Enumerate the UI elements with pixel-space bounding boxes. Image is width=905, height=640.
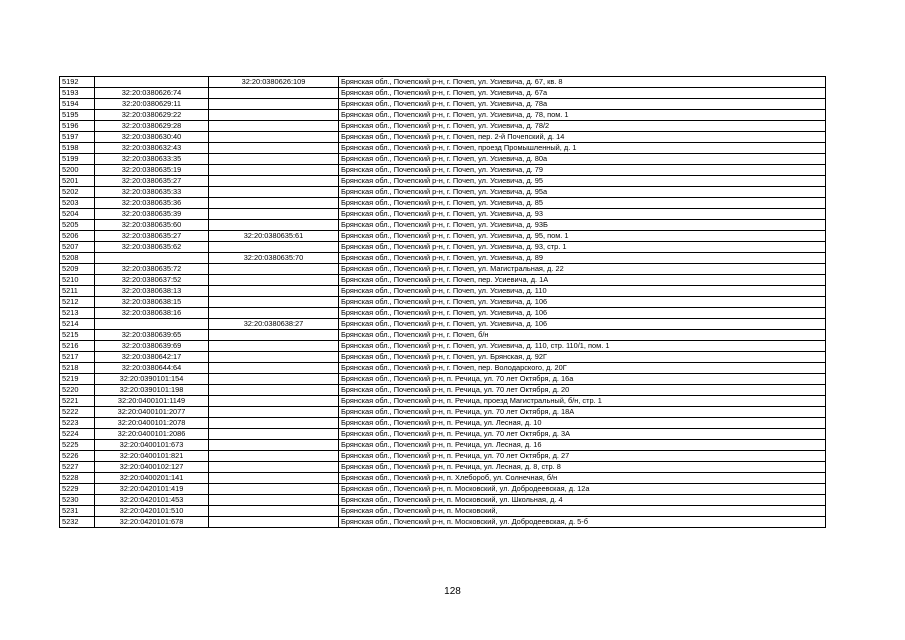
object-cadastral-number-cell: 32:20:0380638:27	[209, 319, 339, 330]
object-cadastral-number-cell	[209, 506, 339, 517]
address-cell: Брянская обл., Почепский р-н, г. Почеп, ул. Усиевича, д. 95, пом. 1	[339, 231, 826, 242]
cadastral-number-cell: 32:20:0380635:72	[95, 264, 209, 275]
table-row	[60, 286, 826, 297]
table-row	[60, 198, 826, 209]
row-number-cell: 5224	[60, 429, 95, 440]
cadastral-number-cell	[95, 253, 209, 264]
row-number-cell: 5214	[60, 319, 95, 330]
row-number-cell: 5215	[60, 330, 95, 341]
address-cell: Брянская обл., Почепский р-н, п. Речица, ул. 70 лет Октября, д. 20	[339, 385, 826, 396]
table-row	[60, 110, 826, 121]
object-cadastral-number-cell	[209, 495, 339, 506]
table-row	[60, 275, 826, 286]
row-number-cell: 5210	[60, 275, 95, 286]
cadastral-number-cell: 32:20:0380638:13	[95, 286, 209, 297]
object-cadastral-number-cell	[209, 165, 339, 176]
row-number-cell: 5196	[60, 121, 95, 132]
address-cell: Брянская обл., Почепский р-н, г. Почеп, пер. Усиевича, д. 1А	[339, 275, 826, 286]
table-row	[60, 297, 826, 308]
table-row	[60, 385, 826, 396]
row-number-cell: 5202	[60, 187, 95, 198]
cadastral-number-cell: 32:20:0420101:419	[95, 484, 209, 495]
row-number-cell: 5213	[60, 308, 95, 319]
address-cell: Брянская обл., Почепский р-н, г. Почеп, ул. Усиевича, д. 78, пом. 1	[339, 110, 826, 121]
cadastral-number-cell	[95, 319, 209, 330]
row-number-cell: 5227	[60, 462, 95, 473]
object-cadastral-number-cell	[209, 198, 339, 209]
object-cadastral-number-cell	[209, 385, 339, 396]
table-row	[60, 99, 826, 110]
row-number-cell: 5217	[60, 352, 95, 363]
row-number-cell: 5223	[60, 418, 95, 429]
address-cell: Брянская обл., Почепский р-н, г. Почеп, ул. Усиевича, д. 110, стр. 110/1, пом. 1	[339, 341, 826, 352]
table-row	[60, 88, 826, 99]
table-row	[60, 154, 826, 165]
object-cadastral-number-cell	[209, 484, 339, 495]
address-cell: Брянская обл., Почепский р-н, п. Речица, ул. Лесная, д. 16	[339, 440, 826, 451]
table-row	[60, 363, 826, 374]
cadastral-number-cell: 32:20:0380638:16	[95, 308, 209, 319]
cadastral-number-cell: 32:20:0380642:17	[95, 352, 209, 363]
cadastral-number-cell: 32:20:0400101:2078	[95, 418, 209, 429]
object-cadastral-number-cell	[209, 275, 339, 286]
address-cell: Брянская обл., Почепский р-н, п. Речица, ул. 70 лет Октября, д. 3А	[339, 429, 826, 440]
address-cell: Брянская обл., Почепский р-н, п. Хлебороб, ул. Солнечная, б/н	[339, 473, 826, 484]
object-cadastral-number-cell	[209, 429, 339, 440]
object-cadastral-number-cell	[209, 286, 339, 297]
object-cadastral-number-cell: 32:20:0380626:109	[209, 77, 339, 88]
cadastral-number-cell: 32:20:0420101:510	[95, 506, 209, 517]
address-cell: Брянская обл., Почепский р-н, п. Речица, ул. 70 лет Октября, д. 18А	[339, 407, 826, 418]
table-row	[60, 506, 826, 517]
address-cell: Брянская обл., Почепский р-н, п. Речица, ул. Лесная, д. 10	[339, 418, 826, 429]
table-row	[60, 187, 826, 198]
cadastral-number-cell: 32:20:0400201:141	[95, 473, 209, 484]
object-cadastral-number-cell	[209, 440, 339, 451]
row-number-cell: 5220	[60, 385, 95, 396]
cadastral-number-cell: 32:20:0380629:22	[95, 110, 209, 121]
table-row	[60, 121, 826, 132]
address-cell: Брянская обл., Почепский р-н, г. Почеп, ул. Усиевича, д. 93Б	[339, 220, 826, 231]
row-number-cell: 5193	[60, 88, 95, 99]
row-number-cell: 5229	[60, 484, 95, 495]
object-cadastral-number-cell	[209, 451, 339, 462]
row-number-cell: 5218	[60, 363, 95, 374]
object-cadastral-number-cell	[209, 330, 339, 341]
row-number-cell: 5222	[60, 407, 95, 418]
object-cadastral-number-cell	[209, 242, 339, 253]
table-row	[60, 341, 826, 352]
row-number-cell: 5230	[60, 495, 95, 506]
cadastral-number-cell: 32:20:0420101:678	[95, 517, 209, 528]
address-cell: Брянская обл., Почепский р-н, г. Почеп, ул. Усиевича, д. 95	[339, 176, 826, 187]
cadastral-number-cell: 32:20:0400101:1149	[95, 396, 209, 407]
address-cell: Брянская обл., Почепский р-н, г. Почеп, ул. Усиевича, д. 95а	[339, 187, 826, 198]
page-number: 128	[444, 586, 461, 597]
cadastral-number-cell: 32:20:0380637:52	[95, 275, 209, 286]
table-row	[60, 451, 826, 462]
cadastral-number-cell: 32:20:0380635:27	[95, 176, 209, 187]
object-cadastral-number-cell	[209, 264, 339, 275]
table-row	[60, 517, 826, 528]
cadastral-number-cell: 32:20:0380626:74	[95, 88, 209, 99]
address-cell: Брянская обл., Почепский р-н, г. Почеп, ул. Магистральная, д. 22	[339, 264, 826, 275]
table-row	[60, 374, 826, 385]
row-number-cell: 5198	[60, 143, 95, 154]
row-number-cell: 5205	[60, 220, 95, 231]
cadastral-number-cell: 32:20:0380635:60	[95, 220, 209, 231]
row-number-cell: 5197	[60, 132, 95, 143]
table-row	[60, 220, 826, 231]
row-number-cell: 5221	[60, 396, 95, 407]
cadastral-number-cell: 32:20:0380633:35	[95, 154, 209, 165]
cadastral-number-cell: 32:20:0400101:673	[95, 440, 209, 451]
table-row	[60, 132, 826, 143]
cadastral-number-cell: 32:20:0380629:11	[95, 99, 209, 110]
row-number-cell: 5201	[60, 176, 95, 187]
address-cell: Брянская обл., Почепский р-н, п. Московский,	[339, 506, 826, 517]
address-cell: Брянская обл., Почепский р-н, г. Почеп, ул. Усиевича, д. 93	[339, 209, 826, 220]
row-number-cell: 5228	[60, 473, 95, 484]
table-row	[60, 242, 826, 253]
row-number-cell: 5207	[60, 242, 95, 253]
object-cadastral-number-cell	[209, 352, 339, 363]
table-row	[60, 330, 826, 341]
object-cadastral-number-cell	[209, 187, 339, 198]
table-row	[60, 418, 826, 429]
table-row	[60, 407, 826, 418]
address-cell: Брянская обл., Почепский р-н, г. Почеп, пер. 2-й Почепский, д. 14	[339, 132, 826, 143]
address-cell: Брянская обл., Почепский р-н, п. Речица, ул. 70 лет Октября, д. 16а	[339, 374, 826, 385]
row-number-cell: 5209	[60, 264, 95, 275]
table-row	[60, 143, 826, 154]
table-row	[60, 264, 826, 275]
row-number-cell: 5203	[60, 198, 95, 209]
table-row	[60, 429, 826, 440]
cadastral-number-cell	[95, 77, 209, 88]
object-cadastral-number-cell	[209, 121, 339, 132]
cadastral-number-cell: 32:20:0420101:453	[95, 495, 209, 506]
address-cell: Брянская обл., Почепский р-н, г. Почеп, ул. Усиевича, д. 89	[339, 253, 826, 264]
row-number-cell: 5199	[60, 154, 95, 165]
register-table	[59, 76, 826, 528]
address-cell: Брянская обл., Почепский р-н, г. Почеп, ул. Усиевича, д. 67а	[339, 88, 826, 99]
address-cell: Брянская обл., Почепский р-н, п. Московский, ул. Добродеевская, д. 5-б	[339, 517, 826, 528]
object-cadastral-number-cell	[209, 220, 339, 231]
table-row	[60, 495, 826, 506]
object-cadastral-number-cell	[209, 176, 339, 187]
object-cadastral-number-cell	[209, 407, 339, 418]
address-cell: Брянская обл., Почепский р-н, г. Почеп, ул. Усиевича, д. 80а	[339, 154, 826, 165]
address-cell: Брянская обл., Почепский р-н, г. Почеп, проезд Промышленный, д. 1	[339, 143, 826, 154]
cadastral-number-cell: 32:20:0380635:36	[95, 198, 209, 209]
address-cell: Брянская обл., Почепский р-н, п. Московский, ул. Добродеевская, д. 12а	[339, 484, 826, 495]
cadastral-number-cell: 32:20:0380635:62	[95, 242, 209, 253]
row-number-cell: 5206	[60, 231, 95, 242]
object-cadastral-number-cell	[209, 341, 339, 352]
object-cadastral-number-cell	[209, 88, 339, 99]
object-cadastral-number-cell	[209, 374, 339, 385]
object-cadastral-number-cell	[209, 132, 339, 143]
address-cell: Брянская обл., Почепский р-н, п. Речица, ул. 70 лет Октября, д. 27	[339, 451, 826, 462]
row-number-cell: 5192	[60, 77, 95, 88]
table-row	[60, 308, 826, 319]
cadastral-number-cell: 32:20:0380639:69	[95, 341, 209, 352]
table-row	[60, 484, 826, 495]
cadastral-number-cell: 32:20:0390101:198	[95, 385, 209, 396]
table-row	[60, 253, 826, 264]
address-cell: Брянская обл., Почепский р-н, г. Почеп, ул. Усиевича, д. 106	[339, 319, 826, 330]
cadastral-number-cell: 32:20:0380629:28	[95, 121, 209, 132]
row-number-cell: 5226	[60, 451, 95, 462]
table-row	[60, 231, 826, 242]
cadastral-number-cell: 32:20:0380644:64	[95, 363, 209, 374]
object-cadastral-number-cell	[209, 462, 339, 473]
row-number-cell: 5208	[60, 253, 95, 264]
address-cell: Брянская обл., Почепский р-н, г. Почеп, ул. Усиевича, д. 93, стр. 1	[339, 242, 826, 253]
address-cell: Брянская обл., Почепский р-н, г. Почеп, ул. Усиевича, д. 79	[339, 165, 826, 176]
address-cell: Брянская обл., Почепский р-н, г. Почеп, ул. Усиевича, д. 78/2	[339, 121, 826, 132]
object-cadastral-number-cell: 32:20:0380635:70	[209, 253, 339, 264]
address-cell: Брянская обл., Почепский р-н, г. Почеп, б/н	[339, 330, 826, 341]
object-cadastral-number-cell	[209, 308, 339, 319]
cadastral-number-cell: 32:20:0380635:19	[95, 165, 209, 176]
object-cadastral-number-cell: 32:20:0380635:61	[209, 231, 339, 242]
cadastral-number-cell: 32:20:0390101:154	[95, 374, 209, 385]
table-row	[60, 462, 826, 473]
cadastral-number-cell: 32:20:0380635:39	[95, 209, 209, 220]
address-cell: Брянская обл., Почепский р-н, г. Почеп, ул. Усиевича, д. 106	[339, 297, 826, 308]
object-cadastral-number-cell	[209, 143, 339, 154]
cadastral-number-cell: 32:20:0380632:43	[95, 143, 209, 154]
row-number-cell: 5195	[60, 110, 95, 121]
object-cadastral-number-cell	[209, 209, 339, 220]
cadastral-number-cell: 32:20:0380635:27	[95, 231, 209, 242]
cadastral-number-cell: 32:20:0400101:2086	[95, 429, 209, 440]
address-cell: Брянская обл., Почепский р-н, г. Почеп, ул. Усиевича, д. 110	[339, 286, 826, 297]
table-row	[60, 209, 826, 220]
table-row	[60, 176, 826, 187]
table-row	[60, 319, 826, 330]
cadastral-number-cell: 32:20:0400102:127	[95, 462, 209, 473]
table-row	[60, 473, 826, 484]
row-number-cell: 5216	[60, 341, 95, 352]
address-cell: Брянская обл., Почепский р-н, п. Речица, ул. Лесная, д. 8, стр. 8	[339, 462, 826, 473]
cadastral-number-cell: 32:20:0380630:40	[95, 132, 209, 143]
row-number-cell: 5212	[60, 297, 95, 308]
table-row	[60, 352, 826, 363]
object-cadastral-number-cell	[209, 396, 339, 407]
row-number-cell: 5219	[60, 374, 95, 385]
row-number-cell: 5232	[60, 517, 95, 528]
address-cell: Брянская обл., Почепский р-н, г. Почеп, пер. Володарского, д. 20Г	[339, 363, 826, 374]
row-number-cell: 5204	[60, 209, 95, 220]
cadastral-number-cell: 32:20:0380638:15	[95, 297, 209, 308]
cadastral-number-cell: 32:20:0400101:2077	[95, 407, 209, 418]
address-cell: Брянская обл., Почепский р-н, г. Почеп, ул. Усиевича, д. 67, кв. 8	[339, 77, 826, 88]
row-number-cell: 5231	[60, 506, 95, 517]
object-cadastral-number-cell	[209, 154, 339, 165]
address-cell: Брянская обл., Почепский р-н, г. Почеп, ул. Усиевича, д. 106	[339, 308, 826, 319]
table-row	[60, 440, 826, 451]
object-cadastral-number-cell	[209, 297, 339, 308]
address-cell: Брянская обл., Почепский р-н, г. Почеп, ул. Усиевича, д. 85	[339, 198, 826, 209]
object-cadastral-number-cell	[209, 363, 339, 374]
cadastral-number-cell: 32:20:0400101:821	[95, 451, 209, 462]
table-row	[60, 165, 826, 176]
object-cadastral-number-cell	[209, 473, 339, 484]
table-row	[60, 396, 826, 407]
cadastral-number-cell: 32:20:0380635:33	[95, 187, 209, 198]
object-cadastral-number-cell	[209, 418, 339, 429]
object-cadastral-number-cell	[209, 110, 339, 121]
address-cell: Брянская обл., Почепский р-н, г. Почеп, ул. Брянская, д. 92Г	[339, 352, 826, 363]
row-number-cell: 5211	[60, 286, 95, 297]
row-number-cell: 5200	[60, 165, 95, 176]
object-cadastral-number-cell	[209, 99, 339, 110]
address-cell: Брянская обл., Почепский р-н, п. Речица, проезд Магистральный, б/н, стр. 1	[339, 396, 826, 407]
cadastral-number-cell: 32:20:0380639:65	[95, 330, 209, 341]
table-row	[60, 77, 826, 88]
row-number-cell: 5225	[60, 440, 95, 451]
address-cell: Брянская обл., Почепский р-н, п. Московский, ул. Школьная, д. 4	[339, 495, 826, 506]
object-cadastral-number-cell	[209, 517, 339, 528]
address-cell: Брянская обл., Почепский р-н, г. Почеп, ул. Усиевича, д. 78а	[339, 99, 826, 110]
row-number-cell: 5194	[60, 99, 95, 110]
register-table-body	[60, 77, 826, 528]
